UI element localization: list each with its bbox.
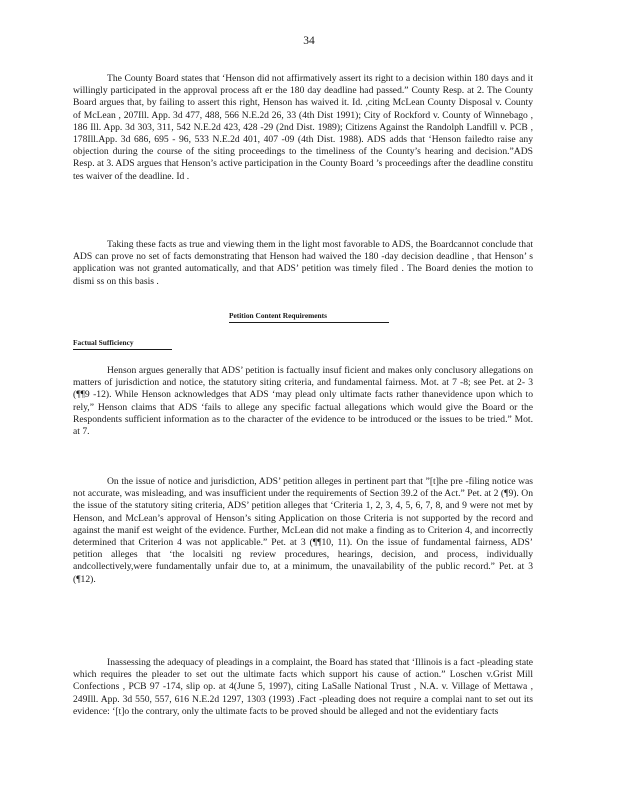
paragraph-waiver-argument <box>73 73 533 183</box>
paragraph-text: Henson argues generally that ADS’ petition is factually insuf ficient and makes only conclusory allegations on matters of jurisdiction and notice, the statutory siting criteria, and fundamental fairness. Mot. at 7 -8; see Pet. at 2- 3 (¶¶9 -12). While Henson acknowledges that ADS ‘may plead only ultimate facts rather thanevidence upon which to rely,” Henson claims that ADS ‘fails to allege any specific factual allegations which would give the Board or the Respondents sufficient information as to the character of the evidence to be introduced or the issues to be tried.” Mot. at 7. <box>73 365 533 438</box>
paragraph-pleading-standard <box>73 657 533 718</box>
subsection-heading: Factual Sufficiency <box>73 338 134 347</box>
paragraph-petition-allegations <box>73 476 533 586</box>
section-heading: Petition Content Requirements <box>229 311 327 320</box>
page-number: 34 <box>303 35 315 47</box>
section-heading-underline <box>229 322 389 323</box>
paragraph-henson-argument <box>73 365 533 438</box>
paragraph-text: On the issue of notice and jurisdiction, ADS’ petition alleges in pertinent part that ”[t]he pre -filing notice was not accurate, was misleading, and was insufficient under the requirements of Section 39.2 of the Act.” Pet. at 2 (¶9). On the issue of the statutory siting criteria, ADS’ petition alleges that ‘Criteria 1, 2, 3, 4, 5, 6, 7, 8, and 9 were not met by Henson, and McLean’s approval of Henson’s siting Application on those Criteria is not supported by the record and against the manif est weight of the evidence. Further, McLean did not make a finding as to Criterion 4, and incorrectly determined that Criterion 4 was not applicable.” Pet. at 3 (¶¶10, 11). On the issue of fundamental fairness, ADS’ petition alleges that ‘the localsiti ng review procedures, hearings, decision, and process, individually andcollectively,were fundamentally unfair due to, at a minimum, the unavailability of the public record.” Pet. at 3 (¶12). <box>73 476 533 585</box>
paragraph-text: The County Board states that ‘Henson did not affirmatively assert its right to a decision within 180 days and it willingly participated in the approval process aft er the 180 day deadline had passed.” County Resp. at 2. The County Board argues that, by failing to assert this right, Henson has waived it. Id. ,citing McLean County Disposal v. County of McLean , 207Ill. App. 3d 477, 488, 566 N.E.2d 26, 33 (4th Dist 1991); City of Rockford v. County of Winnebago , 186 Ill. App. 3d 303, 311, 542 N.E.2d 423, 428 -29 (2nd Dist. 1989); Citizens Against the Randolph Landfill v. PCB , 178Ill.App. 3d 686, 695 - 96, 533 N.E.2d 401, 407 -09 (4th Dist. 1988). ADS adds that ‘Henson failedto raise any objection during the course of the siting proceedings to the timeliness of the County’s hearing and decision.”ADS Resp. at 3. ADS argues that Henson’s active participation in the County Board ’s proceedings after the deadline constitu tes waiver of the deadline. Id . <box>73 73 533 182</box>
paragraph-board-conclusion <box>73 239 533 288</box>
subsection-heading-underline <box>73 349 172 350</box>
paragraph-text: Inassessing the adequacy of pleadings in a complaint, the Board has stated that ‘Illinois is a fact -pleading state which requires the pleader to set out the ultimate facts which support his cause of action.” Loschen v.Grist Mill Confections , PCB 97 -174, slip op. at 4(June 5, 1997), citing LaSalle National Trust , N.A. v. Village of Mettawa , 249Ill. App. 3d 550, 557, 616 N.E.2d 1297, 1303 (1993) .Fact -pleading does not require a complai nant to set out its evidence: ‘[t]o the contrary, only the ultimate facts to be proved should be alleged and not the evidentiary facts <box>73 657 533 717</box>
paragraph-text: Taking these facts as true and viewing them in the light most favorable to ADS, the Boardcannot conclude that ADS can prove no set of facts demonstrating that Henson had waived the 180 -day decision deadline , that Henson’ s application was not granted automatically, and that ADS’ petition was timely filed . The Board denies the motion to dismi ss on this basis . <box>73 239 533 287</box>
